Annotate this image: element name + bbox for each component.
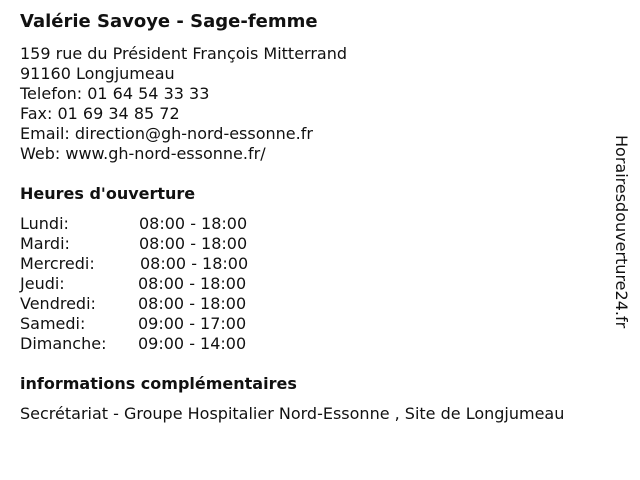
day-label: Dimanche: <box>20 334 107 353</box>
day-label: Samedi: <box>20 314 86 333</box>
time-range: 08:00 - 18:00 <box>138 294 247 313</box>
hours-heading: Heures d'ouverture <box>20 184 196 203</box>
site-watermark: Horairesdouverture24.fr <box>612 135 631 329</box>
time-range: 09:00 - 17:00 <box>138 314 247 333</box>
web-line: Web: www.gh-nord-essonne.fr/ <box>20 144 266 163</box>
phone-line: Telefon: 01 64 54 33 33 <box>20 84 210 103</box>
day-label: Vendredi: <box>20 294 96 313</box>
contact-block <box>20 44 347 164</box>
time-range: 08:00 - 18:00 <box>138 274 247 293</box>
time-range: 08:00 - 18:00 <box>140 254 249 273</box>
day-label: Mardi: <box>20 234 70 253</box>
day-label: Jeudi: <box>20 274 65 293</box>
time-range: 08:00 - 18:00 <box>139 234 248 253</box>
day-label: Mercredi: <box>20 254 95 273</box>
fax-line: Fax: 01 69 34 85 72 <box>20 104 180 123</box>
info-text: Secrétariat - Groupe Hospitalier Nord-Essonne , Site de Longjumeau <box>20 404 565 423</box>
info-heading: informations complémentaires <box>20 374 297 393</box>
page-title: Valérie Savoye - Sage-femme <box>20 11 318 32</box>
time-range: 08:00 - 18:00 <box>139 214 248 233</box>
day-label: Lundi: <box>20 214 69 233</box>
email-line: Email: direction@gh-nord-essonne.fr <box>20 124 313 143</box>
address-street: 159 rue du Président François Mitterrand <box>20 44 348 63</box>
address-city: 91160 Longjumeau <box>20 64 175 83</box>
time-range: 09:00 - 14:00 <box>138 334 247 353</box>
